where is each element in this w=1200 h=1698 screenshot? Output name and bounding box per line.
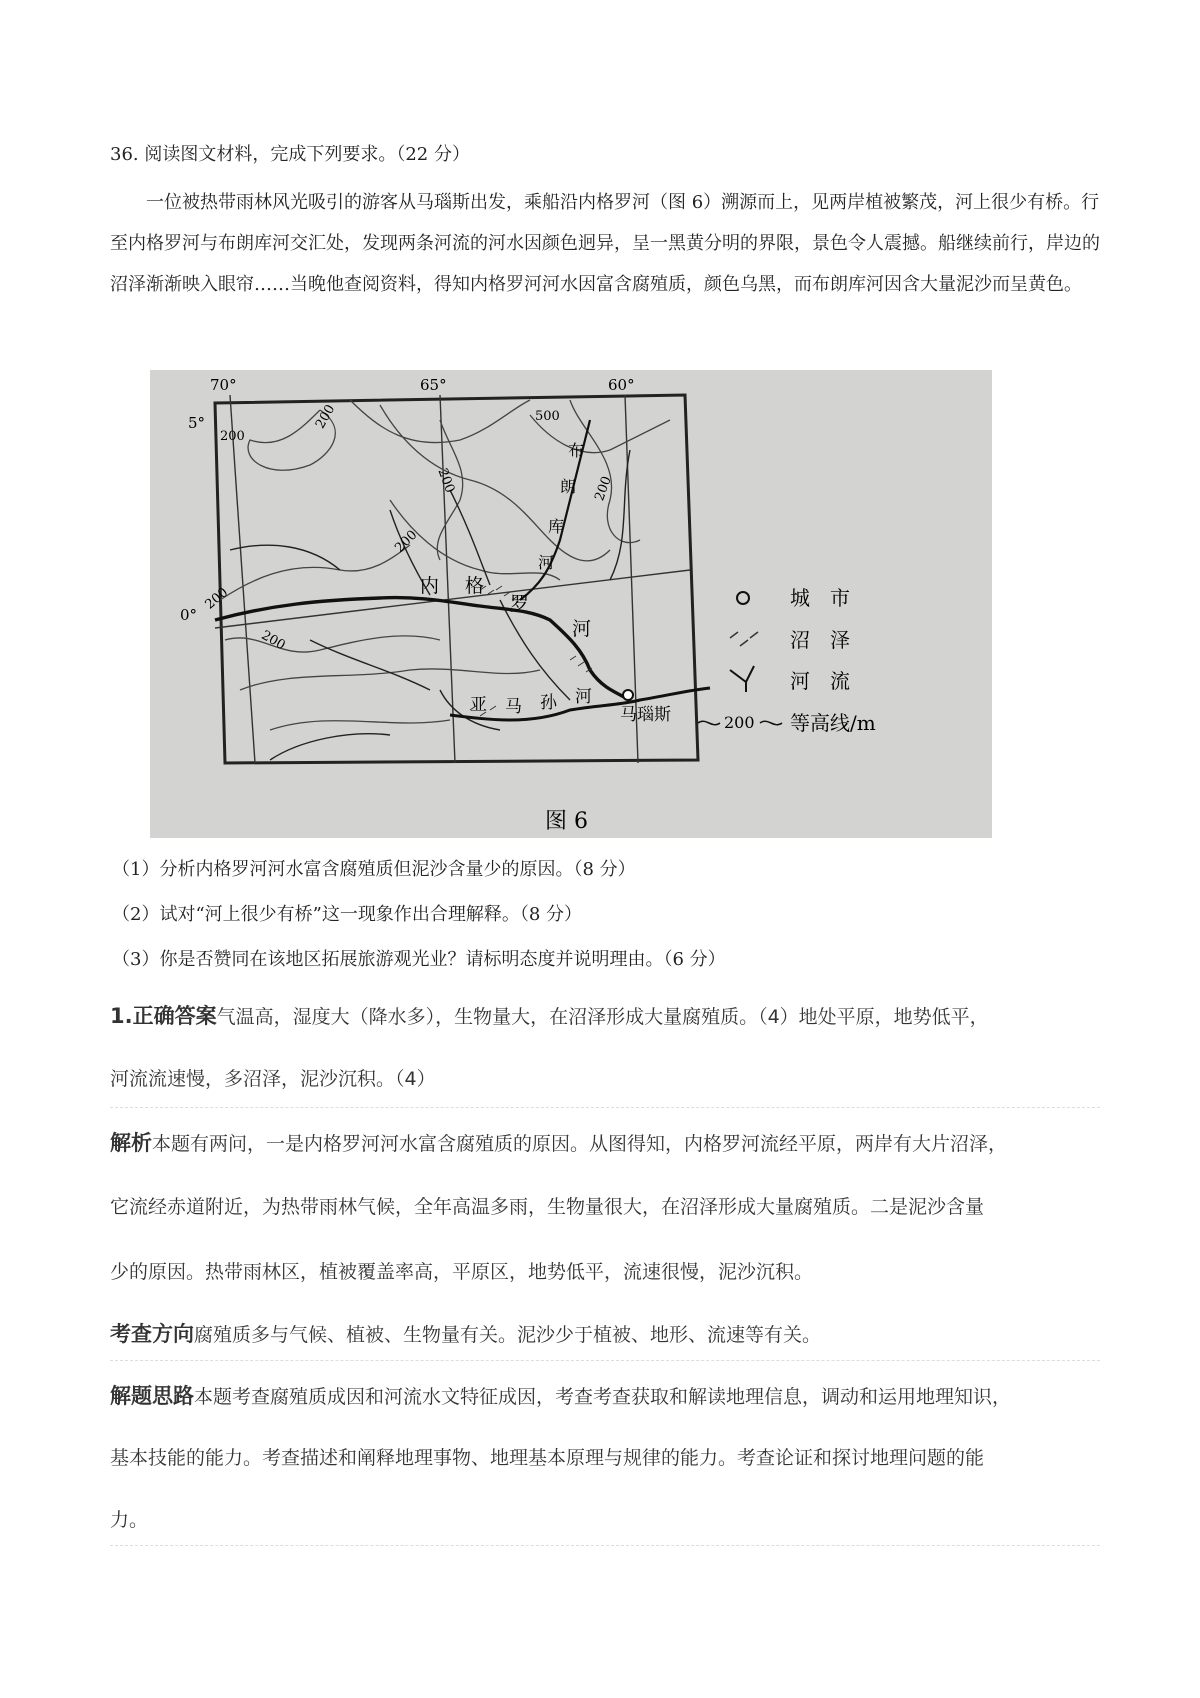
thinking-line (110, 1380, 1100, 1410)
contour-label: 200 (434, 466, 458, 496)
branco-river-label: 朗 (560, 477, 577, 496)
branco-river-label: 河 (538, 553, 555, 572)
divider (110, 1360, 1100, 1361)
legend-swamp-label: 沼 泽 (790, 628, 850, 652)
correct-answer-line (110, 1000, 1100, 1030)
legend-city-symbol (737, 592, 749, 604)
legend-river-symbol (730, 666, 754, 692)
legend-contour-symbol (760, 721, 782, 724)
negro-river-label: 格 (465, 575, 485, 597)
sub-question-3: （3）你是否赞同在该地区拓展旅游观光业？请标明态度并说明理由。（6 分） (112, 949, 726, 970)
negro-river-label: 内 (420, 575, 440, 597)
legend-contour-symbol (698, 721, 720, 724)
sub-question-1: （1）分析内格罗河河水富含腐殖质但泥沙含量少的原因。（8 分） (112, 859, 636, 880)
thinking-line: 力。 (110, 1509, 149, 1531)
thinking-label: 解题思路 (110, 1384, 194, 1408)
legend-contour-label: 等高线/m (790, 711, 876, 735)
legend-contour-value: 200 (724, 713, 755, 732)
amazon-river-label: 河 (575, 687, 592, 707)
lon-label: 65° (420, 376, 447, 394)
branco-river-label: 布 (568, 441, 585, 460)
lon-label: 60° (608, 376, 635, 394)
question-intro: 一位被热带雨林风光吸引的游客从马瑙斯出发，乘船沿内格罗河（图 6）溯源而上，见两岸植被繁茂，河上很少有桥。行至内格罗河与布朗库河交汇处，发现两条河流的河水因颜色迥异，呈一黑黄分明的界限，景色令人震撼。船继续前行，岸边的沼泽渐渐映入眼帘……当晚他查阅资料，得知内格罗河河水因富含腐殖质，颜色乌黑，而布朗库河因含大量泥沙而呈黄色。 (110, 192, 1100, 295)
equator-line (215, 570, 690, 628)
correct-answer-text: 气温高，湿度大（降水多），生物量大，在沼泽形成大量腐殖质。（4）地处平原，地势低平， (216, 1006, 989, 1028)
analysis-line: 少的原因。热带雨林区，植被覆盖率高，平原区，地势低平，流速很慢，泥沙沉积。 (110, 1261, 814, 1283)
amazon-river-label: 孙 (540, 693, 557, 713)
contour-lines (220, 400, 670, 730)
analysis-line: 它流经赤道附近，为热带雨林气候，全年高温多雨，生物量很大，在沼泽形成大量腐殖质。二是泥沙含量 (110, 1196, 985, 1218)
contour-label: 200 (202, 585, 232, 613)
meridian-line (230, 395, 255, 763)
contour-label: 500 (535, 409, 560, 424)
analysis-label: 解析 (110, 1131, 152, 1155)
divider (110, 1545, 1100, 1546)
sub-question-2: （2）试对“河上很少有桥”这一现象作出合理解释。（8 分） (112, 904, 583, 925)
negro-river-label: 罗 (510, 593, 530, 615)
city-label: 马瑙斯 (620, 705, 671, 725)
analysis-text: 本题有两问，一是内格罗河河水富含腐殖质的原因。从图得知，内格罗河流经平原，两岸有大片沼泽， (152, 1133, 1008, 1155)
map-legend (698, 586, 876, 735)
contour-label: 200 (258, 627, 288, 654)
map-drawing (150, 370, 992, 838)
lat-label: 5° (188, 414, 206, 432)
branco-river-label: 库 (548, 517, 565, 536)
amazon-river-label: 亚 (470, 695, 487, 715)
contour-label: 200 (312, 402, 339, 432)
divider (110, 1107, 1100, 1108)
contour-label: 200 (592, 474, 615, 503)
contour-label: 200 (220, 429, 245, 444)
negro-river-label: 河 (572, 618, 592, 640)
correct-answer-line: 河流流速慢，多沼泽，泥沙沉积。（4） (110, 1068, 436, 1090)
direction-line (110, 1318, 1100, 1348)
map-figure (150, 370, 992, 838)
lat-label: 0° (180, 606, 198, 624)
analysis-line (110, 1127, 1100, 1157)
contour-label: 200 (392, 527, 421, 556)
amazon-river-label: 马 (505, 697, 522, 717)
legend-city-label: 城 市 (790, 586, 850, 610)
question-title: 36. 阅读图文材料，完成下列要求。（22 分） (110, 144, 470, 165)
figure-caption: 图 6 (545, 809, 588, 834)
city-marker (623, 690, 633, 700)
direction-label: 考查方向 (110, 1322, 194, 1346)
legend-swamp-symbol (730, 632, 758, 646)
legend-river-label: 河 流 (790, 669, 850, 693)
thinking-line: 基本技能的能力。考查描述和阐释地理事物、地理基本原理与规律的能力。考查论证和探讨地理问题的能 (110, 1447, 985, 1469)
direction-text: 腐殖质多与气候、植被、生物量有关。泥沙少于植被、地形、流速等有关。 (194, 1324, 822, 1346)
thinking-text: 本题考查腐殖质成因和河流水文特征成因，考查考查获取和解读地理信息，调动和运用地理知识， (194, 1386, 1012, 1408)
lon-label: 70° (210, 376, 237, 394)
correct-answer-label: 1.正确答案 (110, 1004, 217, 1028)
